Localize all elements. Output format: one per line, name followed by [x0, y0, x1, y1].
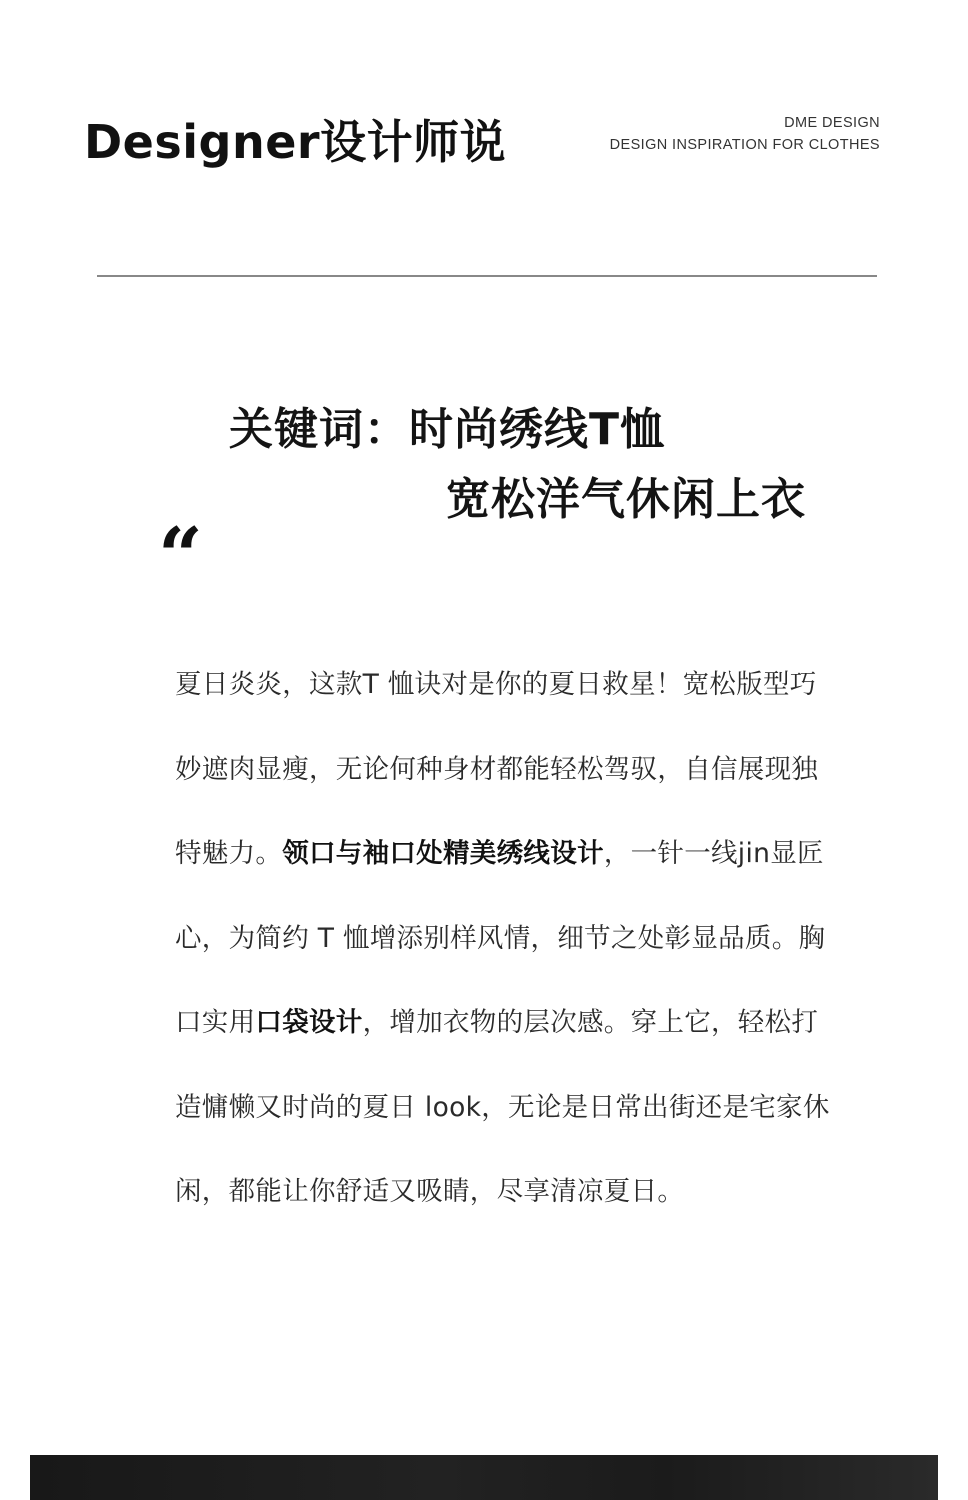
brand-name: DME DESIGN: [784, 115, 880, 131]
page-title: Designer设计师说: [84, 115, 507, 169]
description-text-3: ，增加衣物的层次感。穿上它，轻松打造慵懒又时尚的夏日 look，无论是日常出街还是宅家休闲，都能让你舒适又吸睛，尽享清凉夏日。: [175, 1007, 830, 1207]
description-highlight-embroidery: 领口与袖口处精美绣线设计: [282, 838, 604, 869]
description-highlight-pocket: 口袋设计: [255, 1007, 363, 1038]
product-photo-strip: [30, 1455, 938, 1500]
product-description: [175, 643, 843, 1235]
keyword-heading-line-1: 关键词：时尚绣线T恤: [229, 404, 666, 455]
brand-tagline: [610, 112, 880, 156]
keyword-heading-line-2: 宽松洋气休闲上衣: [446, 474, 806, 525]
description-text-1: 夏日炎炎，这款T 恤诀对是你的夏日救星！宽松版型巧妙遮肉显瘦，无论何种身材都能轻松驾驭，自信展现独特魅力。: [175, 669, 819, 869]
brand-slogan: DESIGN INSPIRATION FOR CLOTHES: [609, 137, 880, 153]
open-quote-icon: “: [158, 511, 203, 602]
header-divider: [97, 275, 877, 277]
description-text-2: ，一针一线jin显匠心，为简约 T 恤增添别样风情，细节之处彰显品质。胸口实用: [175, 838, 826, 1038]
